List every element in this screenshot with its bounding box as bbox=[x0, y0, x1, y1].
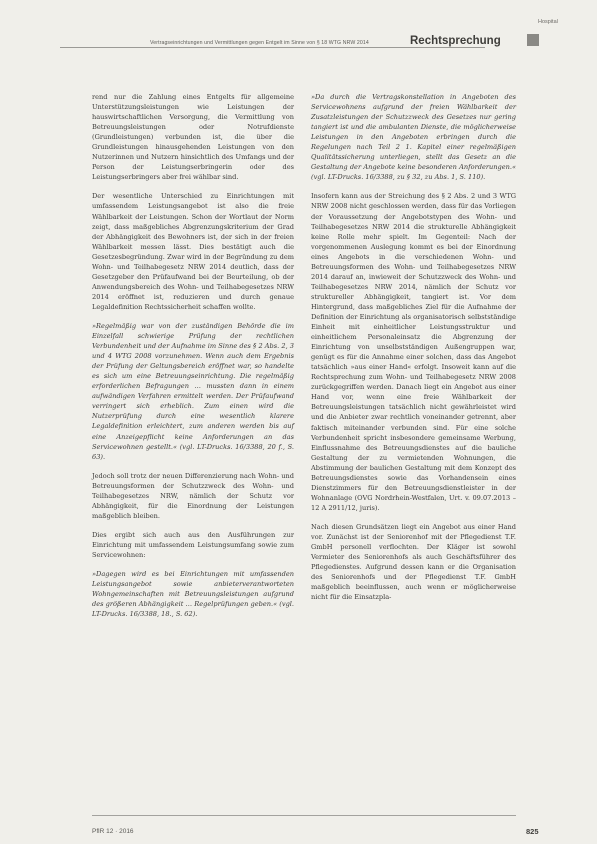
quote-paragraph: »Regelmäßig war von der zuständigen Behörde die im Einzelfall schwierige Prüfung der rechtlichen Verbundenheit und der Aufnahme im Sinne des § 2 Abs. 2, 3 und 4 WTG 2008 vorzunehmen. Wenn auch dem Ergebnis der Prüfung der Geltungsbereich eröffnet war, so handelte es sich um eine Betreuungseinrichtung. Die regelmäßig erforderlichen Befragungen … mussten dann in einem aufwändigen Verfahren ermittelt werden. Der Prüfaufwand verringert sich erheblich. Zum einen wird die Nutzerprüfung durch eine wesentlich klarere Legaldefinition erleichtert, zum anderen werden bis auf eine Anzeigepflicht keine Anforderungen an das Servicewohnen gestellt.« (vgl. LT-Drucks. 16/3388, 20 f., S. 63). bbox=[92, 321, 294, 461]
section-marker bbox=[527, 34, 539, 46]
left-column bbox=[92, 92, 294, 628]
paragraph: rend nur die Zahlung eines Entgelts für allgemeine Unterstützungsleistungen wie Leistungen der hauswirtschaftlichen Versorgung, die Vermittlung von Betreuungsleistungen oder Notrufdienste (Grundleistungen) verbunden ist, die über die Grundleistungen hinausgehenden Leistungen von den Nutzerinnen und Nutzern hinsichtlich des Umfangs und der Person der Leistungserbringerin oder des Leistungserbringers aber frei wählbar sind. bbox=[92, 93, 294, 182]
header-rule bbox=[60, 47, 485, 48]
quote-paragraph: »Da durch die Vertragskonstellation in Angeboten des Servicewohnens aufgrund der freien Wählbarkeit der Zusatzleistungen der Schutzzweck des Gesetzes nur gering tangiert ist und die ambulanten Dienste, die möglicherweise Leistungen in den Angeboten erbringen durch die Regelungen nach Teil 2 1. Kapitel einer regelmäßigen Qualitätssicherung unterliegen, stellt das Gesetz an die Gestaltung der Angebote keine besonderen Anforderungen.« (vgl. LT-Drucks. 16/3388, zu § 32, zu Abs. 1, S. 110). bbox=[311, 93, 516, 182]
journal-issue: PflR 12 · 2016 bbox=[92, 828, 134, 835]
page-number: 825 bbox=[526, 827, 539, 836]
paragraph: Jedoch soll trotz der neuen Differenzierung nach Wohn- und Betreuungsformen der Schutzzweck des Wohn- und Teilhabegesetzes NRW, nämlich der Schutz vor Abhängigkeit, für die Einordnung der Leistungen maßgeblich bleiben. bbox=[92, 471, 294, 520]
paragraph: Insofern kann aus der Streichung des § 2 Abs. 2 und 3 WTG NRW 2008 nicht geschlossen werden, dass für das Vorliegen der Voraussetzung der Angebotstypen des Wohn- und Teilhabegesetzes NRW 2014 die strukturelle Abhängigkeit keine Rolle mehr spielt. Im Gegenteil: Nach der vorgenommenen Auslegung kommt es bei der Einordnung eines Angebots in die verschiedenen Wohn- und Betreuungsformen des Wohn- und Teilhabegesetzes NRW 2014 darauf an, inwieweit der Schutzzweck des Wohn- und Teilhabegesetzes NRW 2014, nämlich der Schutz vor struktureller Abhängigkeit, tangiert ist. Vor dem Hintergrund, dass maßgebliches Ziel für die Aufnahme der Definition der Einrichtung als organisatorisch selbstständige Einheit mit einheitlicher Leistungsstruktur und einheitlichem Personaleinsatz die Abgrenzung der Einrichtung von unselbstständigen Außengruppen war, genügt es für die Annahme einer solchen, dass das Angebot tatsächlich »aus einer Hand« erfolgt. Insoweit kann auf die Rechtsprechung zum Wohn- und Teilhabegesetz NRW 2008 zurückgegriffen werden. Danach liegt ein Angebot aus einer Hand vor, wenn eine freie Wählbarkeit der Betreuungsleistungen tatsächlich nicht gewährleistet wird und die Anbieter zwar rechtlich voneinander getrennt, aber faktisch miteinander verbunden sind. Für eine solche Verbundenheit spricht insbesondere gemeinsame Werbung, Einflussnahme des Betreuungsdienstes auf die bauliche Gestaltung der zu vermietenden Wohnungen, die Abstimmung der baulichen Gestaltung mit dem Konzept des Betreuungsdienstes sowie das Vorhandensein eines Dienstzimmers für den Betreuungsdienstleister in der Wohnanlage (OVG Nordrhein-Westfalen, Urt. v. 09.07.2013 – 12 A 2911/12, juris). bbox=[311, 192, 516, 512]
section-title: Rechtsprechung bbox=[410, 35, 501, 47]
paragraph: Der wesentliche Unterschied zu Einrichtungen mit umfassendem Leistungsangebot ist also die freie Wählbarkeit der Leistungen. Schon der Wortlaut der Norm zeigt, dass maßgebliches Abgrenzungskriterium der Grad der Abhängigkeit des Bewohners ist, der sich in der freien Wählbarkeit messen lässt. Dies bestätigt auch die Gesetzesbegründung. Zwar wird in der Begründung zu dem Wohn- und Teilhabegesetz NRW 2014 deutlich, dass der Gesetzgeber den Prüfaufwand bei der Beurteilung, ob der Anwendungsbereich des Wohn- und Teilhabegesetzes NRW 2014 eröffnet ist, reduzieren und durch genaue Legaldefinition Rechtssicherheit schaffen wollte. bbox=[92, 192, 294, 311]
header-category: Hospital bbox=[538, 19, 558, 25]
quote-paragraph: »Dagegen wird es bei Einrichtungen mit umfassenden Leistungsangebot sowie anbieterverantworteten Wohngemeinschaften mit Betreuungsleistungen aufgrund des größeren Abhängigkeit … Regelprüfungen geben.« (vgl. LT-Drucks. 16/3388, 18., S. 62). bbox=[92, 570, 294, 619]
footer-rule bbox=[92, 815, 516, 816]
paragraph: Nach diesen Grundsätzen liegt ein Angebot aus einer Hand vor. Zunächst ist der Seniorenhof mit der Pflegedienst T.F. GmbH personell verflochten. Der Kläger ist sowohl Vermieter des Seniorenhofs als auch Geschäftsführer des Pflegedienstes. Aufgrund dessen kann er die Organisation des Seniorenhofs und der Pflegedienst T.F. GmbH maßgeblich beeinflussen, auch wenn er möglicherweise nicht für die Einsatzpla- bbox=[311, 522, 516, 602]
running-title: Vertragseinrichtungen und Vermittlungen gegen Entgelt im Sinne von § 18 WTG NRW 2014 bbox=[150, 40, 369, 46]
right-column bbox=[311, 92, 516, 611]
paragraph: Dies ergibt sich auch aus den Ausführungen zur Einrichtung mit umfassendem Leistungsumfang sowie zum Servicewohnen: bbox=[92, 530, 294, 559]
